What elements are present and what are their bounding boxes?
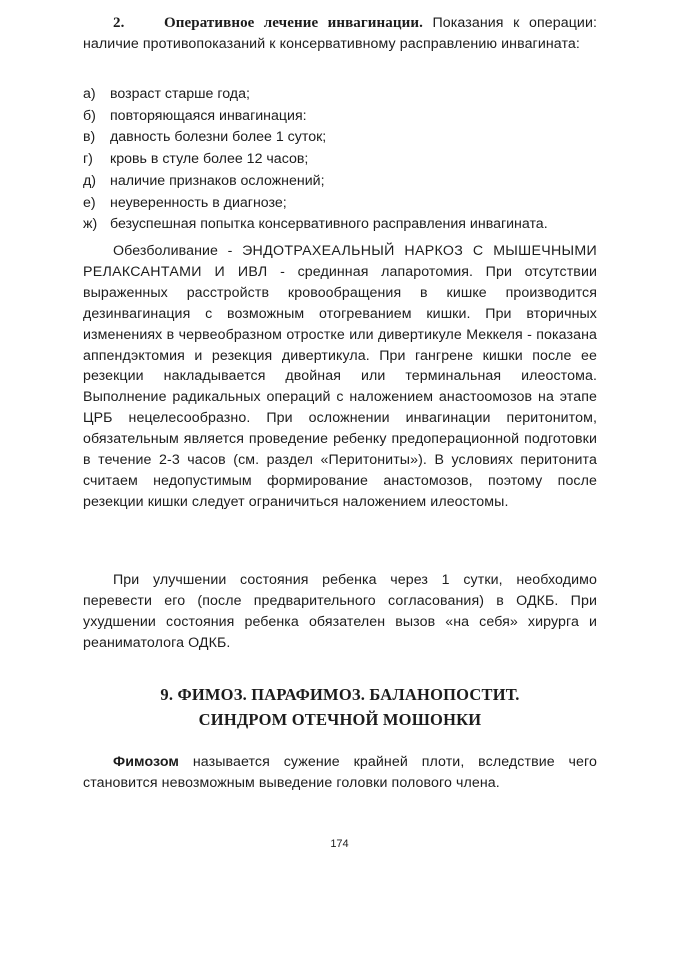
chapter-heading-line-2: СИНДРОМ ОТЕЧНОЙ МОШОНКИ <box>198 710 482 729</box>
list-marker: г) <box>83 151 93 168</box>
list-marker: б) <box>83 107 96 124</box>
list-item <box>83 106 597 128</box>
list-item <box>83 149 597 171</box>
transfer-paragraph: При улучшении состояния ребенка через 1 сутки, необходимо перевести его (после предварительного согласования) в ОДКБ. При ухудшении состояния ребенка обязателен вызов «на себя» хирурга и реаниматолога ОДКБ. <box>83 572 597 651</box>
list-item <box>83 127 597 149</box>
section-title: Оперативное лечение инвагинации. <box>164 15 423 31</box>
list-item <box>83 84 597 106</box>
phimosis-paragraph <box>83 752 597 794</box>
list-item-text: возраст старше года; <box>110 86 250 102</box>
phimosis-definition: называется сужение крайней плоти, вследствие чего становится невозможным выведение головки полового члена. <box>83 754 597 791</box>
chapter-heading <box>83 682 597 732</box>
list-item-text: безуспешная попытка консервативного расправления инвагината. <box>110 216 548 233</box>
list-item-text: кровь в стуле более 12 часов; <box>110 151 309 168</box>
anesthesia-label: Обезболивание - <box>113 243 233 259</box>
list-marker: е) <box>83 194 96 211</box>
list-item-text: повторяющаяся инвагинация: <box>110 107 307 124</box>
section-intro-text: Показания к операции: наличие противопоказаний к консервативному расправлению инвагината: <box>83 15 598 52</box>
list-item-text: наличие признаков осложнений; <box>110 172 325 189</box>
section-number: 2. <box>113 15 125 31</box>
list-marker: а) <box>83 86 96 102</box>
anesthesia-caps-text: ЭНДОТРАХЕАЛЬНЫЙ НАРКОЗ С МЫШЕЧНЫМИ РЕЛАКСАНТАМИ И ИВЛ <box>83 243 598 280</box>
phimosis-term: Фимозом <box>113 754 179 770</box>
list-marker: ж) <box>83 216 98 233</box>
chapter-heading-line-1: 9. ФИМОЗ. ПАРАФИМОЗ. БАЛАНОПОСТИТ. <box>160 685 520 704</box>
page-number: 174 <box>330 838 349 850</box>
section-intro-paragraph <box>83 13 597 55</box>
list-item-text: неуверенность в диагнозе; <box>110 194 287 211</box>
indications-list <box>83 84 597 236</box>
anesthesia-body-text: - срединная лапаротомия. При отсутствии выраженных расстройств кровообращения в кишке производится дезинвагинация с возможным отогреванием кишки. При вторичных изменениях в червеобразном отростке или дивертикуле Меккеля - показана аппендэктомия и резекция дивертикула. При гангрене кишки после ее резекции накладывается двойная или терминальная илеостома. Выполнение радикальных операций с наложением анастоомозов на этапе ЦРБ нецелесообразно. При осложнении инвагинации перитонитом, обязательным является проведение ребенку предоперационной подготовки в течение 2-3 часов (см. раздел «Перитониты»). В условиях перитонита считаем недопустимым формирование анастомозов, поэтому после резекции кишки следует ограничиться наложением илеостомы. <box>83 263 597 510</box>
list-item <box>83 171 597 193</box>
list-item-text: давность болезни более 1 суток; <box>110 129 327 146</box>
list-marker: в) <box>83 129 96 146</box>
list-item <box>83 214 597 236</box>
anesthesia-paragraph <box>83 241 597 513</box>
list-item <box>83 193 597 215</box>
list-marker: д) <box>83 172 97 189</box>
